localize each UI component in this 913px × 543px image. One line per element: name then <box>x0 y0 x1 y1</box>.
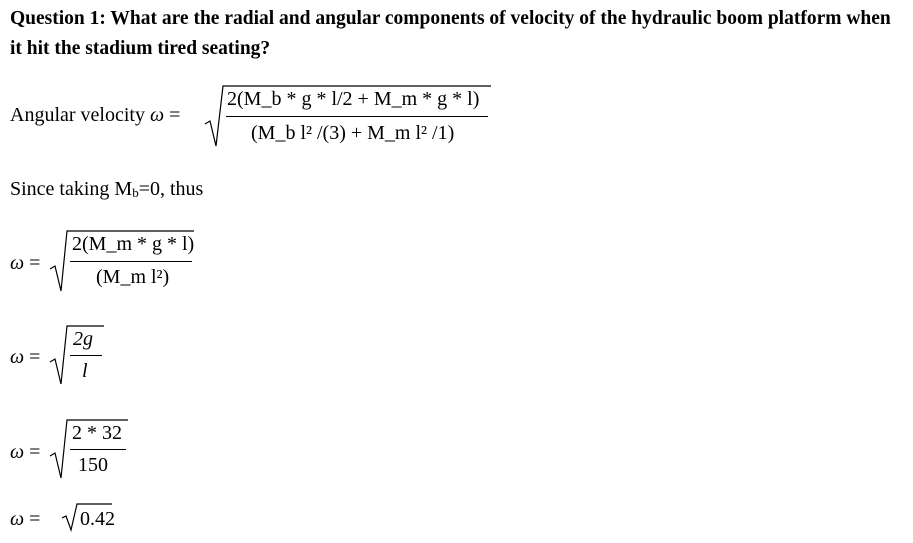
eq3-lhs <box>10 346 40 369</box>
equals-sign: = <box>29 346 41 368</box>
omega-symbol: ω <box>149 104 165 126</box>
eq4-lhs <box>10 441 40 464</box>
eq5-lhs <box>10 508 40 531</box>
eq3-denominator: l <box>82 360 88 382</box>
eq4-numerator: 2 * 32 <box>72 422 122 444</box>
eq5-radicand: 0.42 <box>80 508 115 530</box>
since-subscript: b <box>132 185 139 200</box>
eq3-fraction-bar <box>70 355 102 356</box>
eq2-fraction-bar <box>70 261 192 262</box>
eq1-numerator <box>227 88 479 111</box>
since-taking-line <box>10 178 203 201</box>
eq1-fraction-bar <box>226 116 488 117</box>
angular-velocity-label <box>10 104 180 127</box>
omega-symbol: ω <box>10 252 25 274</box>
equals-sign: = <box>169 104 181 126</box>
eq3-numerator: 2g <box>73 328 93 350</box>
eq4-denominator: 150 <box>78 454 108 476</box>
eq4-fraction-bar <box>70 449 126 450</box>
angular-velocity-text: Angular velocity <box>10 104 145 126</box>
equals-sign: = <box>29 441 41 463</box>
eq1-denominator-text: (M_b l² /(3) + M_m l² /1) <box>251 122 455 144</box>
since-text: Since taking M <box>10 178 133 200</box>
eq1-denominator <box>251 122 454 145</box>
equals-sign: = <box>29 252 41 274</box>
eq2-denominator: (M_m l²) <box>96 266 170 288</box>
eq2-lhs <box>10 252 40 275</box>
since-rest: =0, thus <box>138 178 204 200</box>
question-heading: Question 1: What are the radial and angular components of velocity of the hydraulic boom platform when it hit the stadium tired seating? <box>10 8 891 59</box>
omega-symbol: ω <box>10 508 25 530</box>
omega-symbol: ω <box>10 346 25 368</box>
equals-sign: = <box>29 508 41 530</box>
eq2-numerator: 2(M_m * g * l) <box>72 233 195 255</box>
omega-symbol: ω <box>10 441 25 463</box>
eq1-numerator-text: 2(M_b * g * l/2 + M_m * g * l) <box>227 88 480 110</box>
